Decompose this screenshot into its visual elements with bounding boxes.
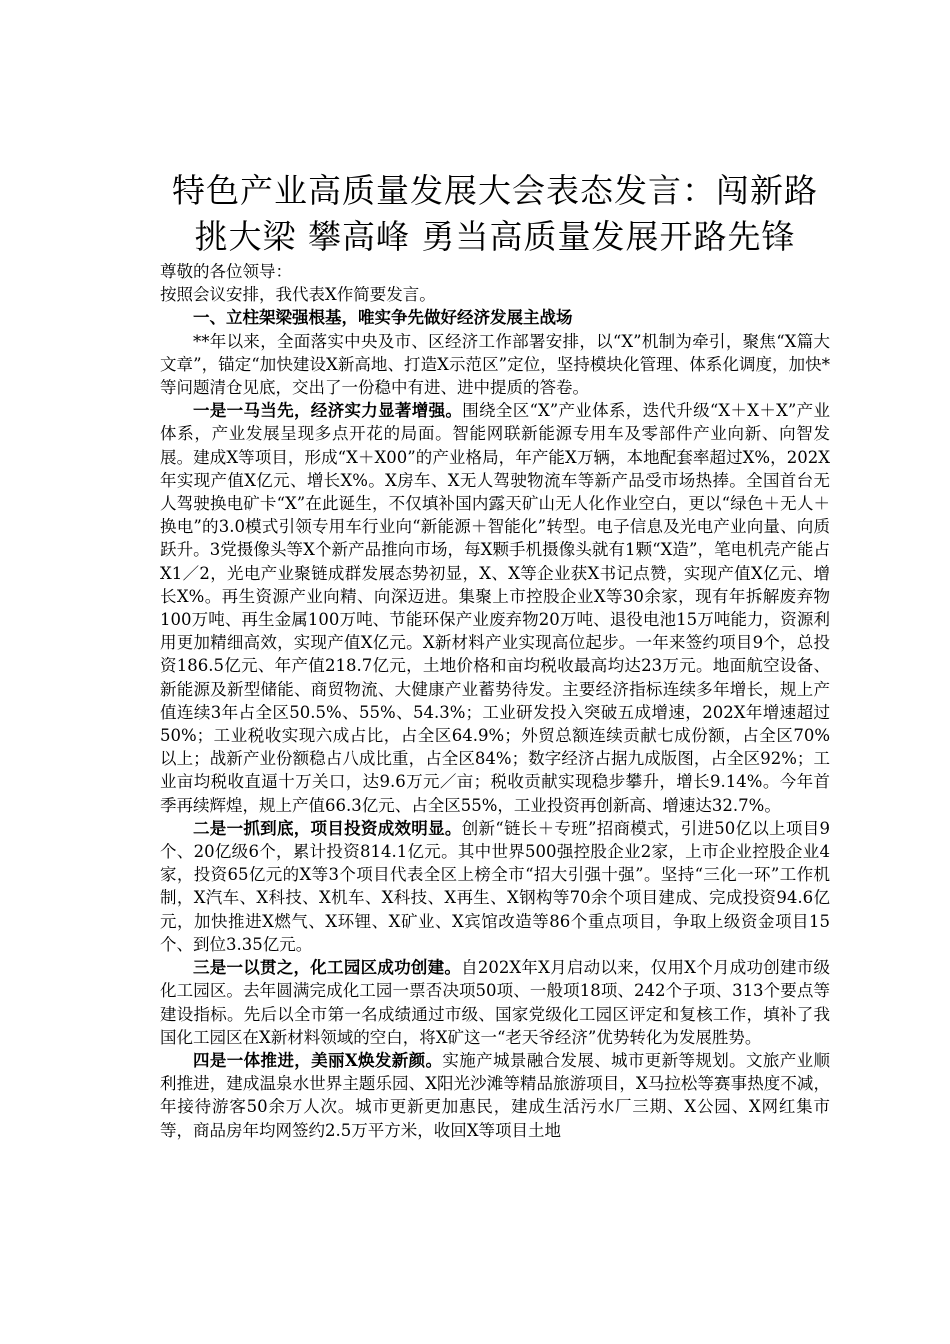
- paragraph-economy-body: 围绕全区“X”产业体系，迭代升级“X＋X＋X”产业体系，产业发展呈现多点开花的局面。智能网联新能源专用车及零部件产业向新、向智发展。建成X等项目，形成“X＋X00”的产业格局，年产能X万辆，本地配套率超过X%，202X年实现产值X亿元、增长X%。X房车、X无人驾驶物流车等新产品受市场热捧。全国首台无人驾驶换电矿卡“X”在此诞生，不仅填补国内露天矿山无人化作业空白，更以“绿色＋无人＋换电”的3.0模式引领专用车行业向“新能源＋智能化”转型。电子信息及光电产业向量、向质跃升。3党摄像头等X个新产品推向市场，每X颗手机摄像头就有1颗“X造”，笔电机壳产能占X1／2，光电产业聚链成群发展态势初显，X、X等企业获X书记点赞，实现产值X亿元、增长X%。再生资源产业向精、向深迈进。集聚上市控股企业X等30余家，现有年拆解废弃物100万吨、再生金属100万吨、节能环保产业废弃物20万吨、退役电池15万吨能力，资源利用更加精细高效，实现产值X亿元。X新材料产业实现高位起步。一年来签约项目9个，总投资186.5亿元、年产值218.7亿元，土地价格和亩均税收最高均达23万元。地面航空设备、新能源及新型储能、商贸物流、大健康产业蓄势待发。主要经济指标连续多年增长，规上产值连续3年占全区50.5%、55%、54.3%；工业研发投入突破五成增速，202X年增速超过50%；工业税收实现六成占比，占全区64.9%；外贸总额连续贡献七成份额，占全区70%以上；战新产业份额稳占八成比重，占全区84%；数字经济占据九成版图，占全区92%；工业亩均税收直逼十万关口，达9.6万元／亩；税收贡献实现稳步攀升，增长9.14%。今年首季再续辉煌，规上产值66.3亿元、占全区55%，工业投资再创新高、增速达32.7%。: [160, 401, 830, 815]
- section-1-intro: **年以来，全面落实中央及市、区经济工作部署安排，以“X”机制为牵引，聚焦“X篇大文章”，锚定“加快建设X新高地、打造X示范区”定位，坚持模块化管理、体系化调度，加快*等问题清仓见底，交出了一份稳中有进、进中提质的答卷。: [160, 331, 830, 398]
- paragraph-investment-body: 创新“链长＋专班”招商模式，引进50亿以上项目9个、20亿级6个，累计投资814.1亿元。其中世界500强控股企业2家，上市企业控股企业4家，投资65亿元的X等3个项目代表全区上榜全市“招大引强十强”。坚持“三化一环”工作机制，X汽车、X科技、X机车、X科技、X再生、X钢构等70余个项目建成、完成投资94.6亿元，加快推进X燃气、X环锂、X矿业、X宾馆改造等86个重点项目，争取上级资金项目15个、到位3.35亿元。: [160, 818, 830, 954]
- paragraph-chemical-park-body: 自202X年X月启动以来，仅用X个月成功创建市级化工园区。去年圆满完成化工园一票否决项50项、一般项18项、242个子项、313个要点等建设指标。先后以全市第一名成绩通过市级、国家党级化工园区评定和复核工作，填补了我国化工园区在X新材料领域的空白，将X矿这一“老天爷经济”优势转化为发展胜势。: [160, 958, 831, 1047]
- title-line-2: 挑大梁 攀高峰 勇当高质量发展开路先锋: [194, 217, 796, 256]
- paragraph-chemical-park: [160, 956, 830, 1049]
- paragraph-chemical-park-lead: 三是一以贯之，化工园区成功创建。: [193, 958, 462, 978]
- document-page: [160, 168, 830, 1142]
- title-line-1: 特色产业高质量发展大会表态发言：闯新路: [172, 171, 818, 210]
- greeting: 尊敬的各位领导：: [160, 262, 292, 281]
- intro-paragraph: 按照会议安排，我代表X作简要发言。: [160, 285, 436, 305]
- paragraph-beautiful-city-lead: 四是一体推进，美丽X焕发新颜。: [193, 1050, 443, 1070]
- paragraph-investment-lead: 二是一抓到底，项目投资成效明显。: [193, 818, 462, 838]
- paragraph-economy: [160, 399, 830, 817]
- paragraph-beautiful-city: [160, 1049, 830, 1142]
- paragraph-beautiful-city-body: 实施产城景融合发展、城市更新等规划。文旅产业顺利推进，建成温泉水世界主题乐园、X阳光沙滩等精品旅游项目，X马拉松等赛事热度不减，年接待游客50余万人次。城市更新更加惠民，建成生活污水厂三期、X公园、X网红集市等，商品房年均网签约2.5万平方米，收回X等项目土地: [160, 1050, 830, 1140]
- paragraph-investment: [160, 817, 830, 956]
- document-title: [160, 168, 830, 260]
- section-1-heading: 一、立柱架梁强根基，唯实争先做好经济发展主战场: [193, 308, 573, 328]
- paragraph-economy-lead: 一是一马当先，经济实力显著增强。: [193, 401, 463, 421]
